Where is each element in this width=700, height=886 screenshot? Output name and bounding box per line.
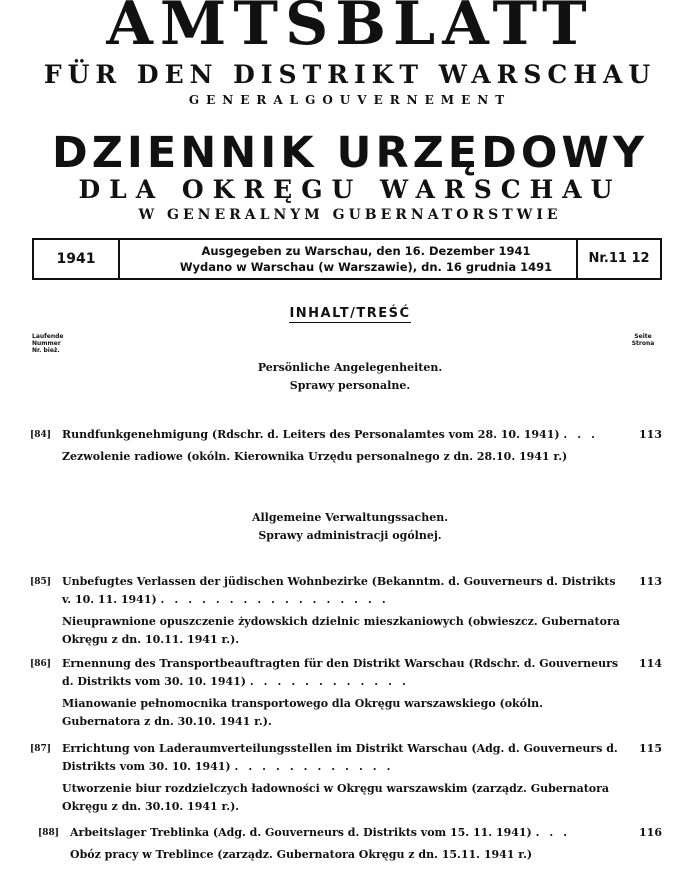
entry-text-de: Ernennung des Transportbeauftragten für den Distrikt Warschau (Rdschr. d. Gouverneurs d. Distrikts vom 30. 10. 1941) ............	[62, 657, 619, 688]
issue-date-de: Ausgegeben zu Warschau, den 16. Dezember 1941	[201, 244, 531, 258]
entry-page: 113	[639, 575, 662, 588]
masthead-subtitle-de: FÜR DEN DISTRIKT WARSCHAU	[43, 60, 657, 89]
entry-page: 113	[639, 428, 662, 441]
entry-number: [87]	[30, 744, 52, 754]
entry-number: [88]	[38, 828, 60, 838]
issue-number: Nr.11 12	[576, 240, 660, 278]
issue-info-bar	[32, 238, 662, 280]
entry-text-de: Arbeitslager Treblinka (Adg. d. Gouverneurs d. Distrikts vom 15. 11. 1941) ...	[70, 826, 578, 839]
list-item	[30, 573, 662, 649]
entry-text-pl: Mianowanie pełnomocnika transportowego dla Okręgu warszawskiego (okóln. Gubernatora z dn. 30.10. 1941 r.).	[62, 697, 543, 728]
entry-page: 115	[639, 742, 662, 755]
issue-year: 1941	[34, 240, 120, 278]
entry-text-pl: Zezwolenie radiowe (okóln. Kierownika Urzędu personalnego z dn. 28.10. 1941 r.)	[62, 450, 568, 463]
entry-page: 116	[639, 826, 662, 839]
list-item	[30, 426, 662, 466]
masthead-title-pl: DZIENNIK URZĘDOWY	[52, 128, 648, 178]
section-title-de: Allgemeine Verwaltungssachen.	[251, 511, 449, 524]
list-item	[30, 655, 662, 731]
entry-number: [85]	[30, 577, 52, 587]
right-column-header: Seite Strona	[631, 333, 655, 347]
masthead-title-de: AMTSBLATT	[106, 0, 594, 59]
entry-text-pl: Nieuprawnione opuszczenie żydowskich dzielnic mieszkaniowych (obwieszcz. Gubernatora Okręgu z dn. 10.11. 1941 r.).	[62, 615, 620, 646]
section-title-de: Persönliche Angelegenheiten.	[257, 361, 443, 374]
list-item	[30, 740, 662, 816]
issue-date-block	[118, 243, 614, 275]
entry-text-pl: Obóz pracy w Treblince (zarządz. Gubernatora Okręgu z dn. 15.11. 1941 r.)	[70, 848, 533, 861]
issue-date-pl: Wydano w Warschau (w Warszawie), dn. 16 grudnia 1491	[179, 260, 553, 274]
masthead-subtitle-pl: DLA OKRĘGU WARSCHAU	[78, 175, 622, 204]
masthead-small-de: GENERALGOUVERNEMENT	[188, 93, 512, 107]
entry-page: 114	[639, 657, 662, 670]
entry-number: [84]	[30, 430, 52, 440]
entry-text-de: Unbefugtes Verlassen der jüdischen Wohnbezirke (Bekanntm. d. Gouverneurs d. Distrikts v. 10. 11. 1941) .................	[62, 575, 616, 606]
masthead-small-pl: W GENERALNYM GUBERNATORSTWIE	[138, 207, 562, 223]
section-title-pl: Sprawy administracji ogólnej.	[258, 529, 442, 542]
entry-text-de: Errichtung von Laderaumverteilungsstellen im Distrikt Warschau (Adg. d. Gouverneurs d. Distrikts vom 30. 10. 1941) ............	[62, 742, 618, 773]
section-title-pl: Sprawy personalne.	[289, 379, 411, 392]
entry-number: [86]	[30, 659, 52, 669]
left-column-header: Laufende Nummer Nr. bież.	[32, 333, 64, 354]
list-item	[38, 824, 662, 864]
entry-text-pl: Utworzenie biur rozdzielczych ładowności w Okręgu warszawskim (zarządz. Gubernatora Okręgu z dn. 30.10. 1941 r.).	[62, 782, 610, 813]
entry-text-de: Rundfunkgenehmigung (Rdschr. d. Leiters des Personalamtes vom 28. 10. 1941) ...	[62, 428, 605, 441]
contents-heading: INHALT/TREŚĆ	[289, 306, 411, 321]
